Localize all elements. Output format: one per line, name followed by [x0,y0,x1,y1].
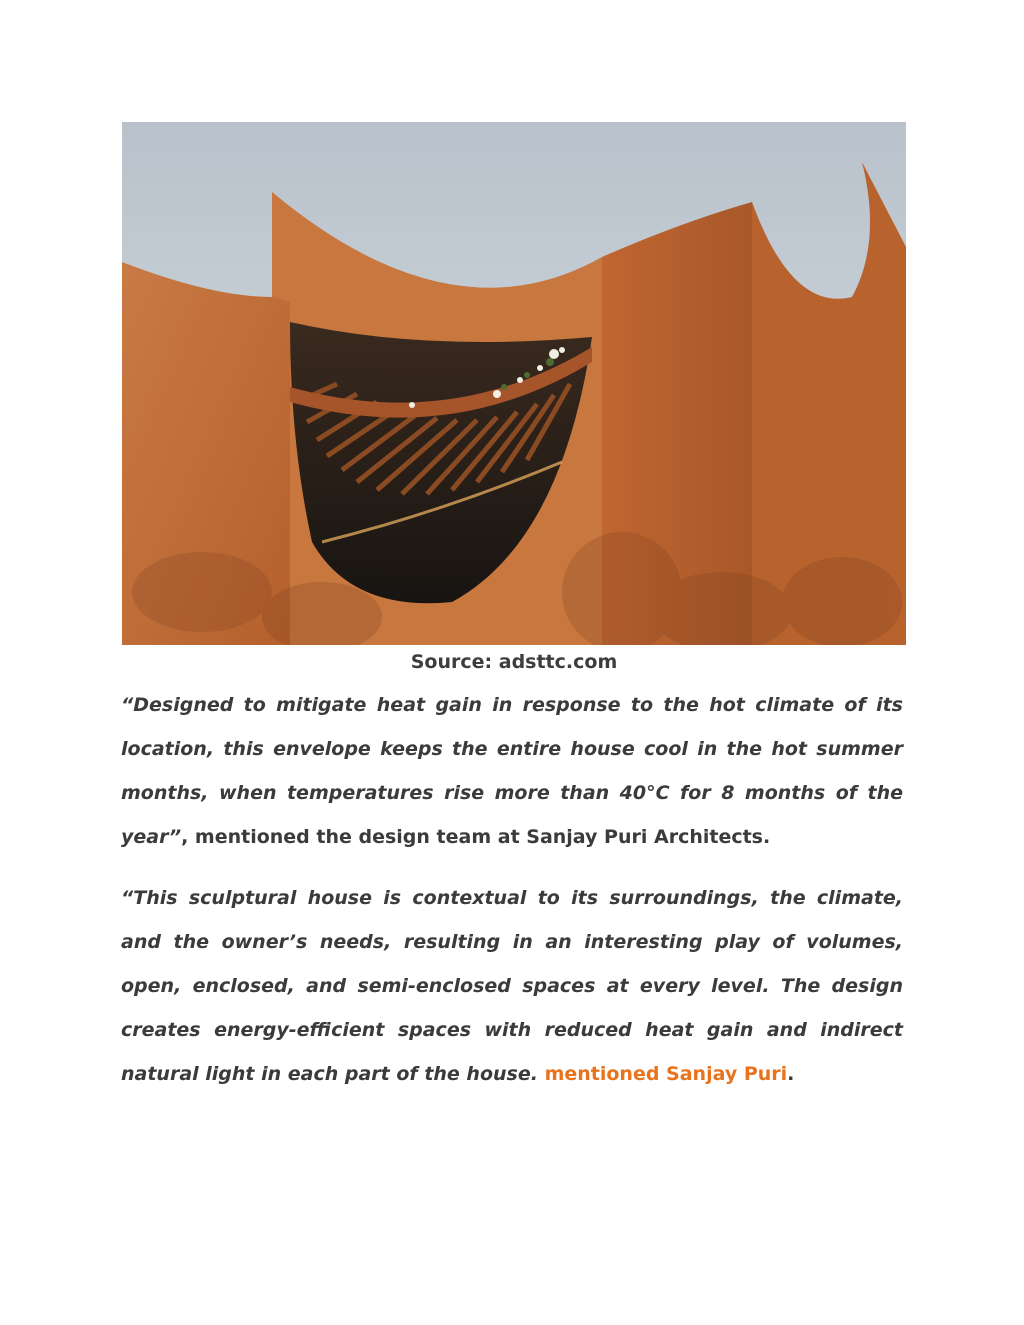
paragraph-sanjay-puri-quote [121,876,903,1096]
paragraph-design-team-quote [121,683,903,859]
sentence-end: . [787,1063,795,1085]
quote-attribution: , mentioned the design team at Sanjay Puri Architects. [181,826,771,848]
house-illustration [122,122,906,645]
photo-source-caption: Source: adsttc.com [410,651,618,673]
quote-text: “Designed to mitigate heat gain in response to the hot climate of its location, this envelope keeps the entire house cool in the hot summer months, when temperatures rise more than 40°C for 8 months of the year” [121,694,903,848]
attribution-link[interactable]: mentioned Sanjay Puri [544,1063,788,1085]
quote-text: “This sculptural house is contextual to its surroundings, the climate, and the owner’s needs, resulting in an interesting play of volumes, open, enclosed, and semi-enclosed spaces at every level. The design creates energy-efficient spaces with reduced heat gain and indirect natural light in each part of the house. [121,887,903,1085]
architecture-photo [122,122,906,645]
